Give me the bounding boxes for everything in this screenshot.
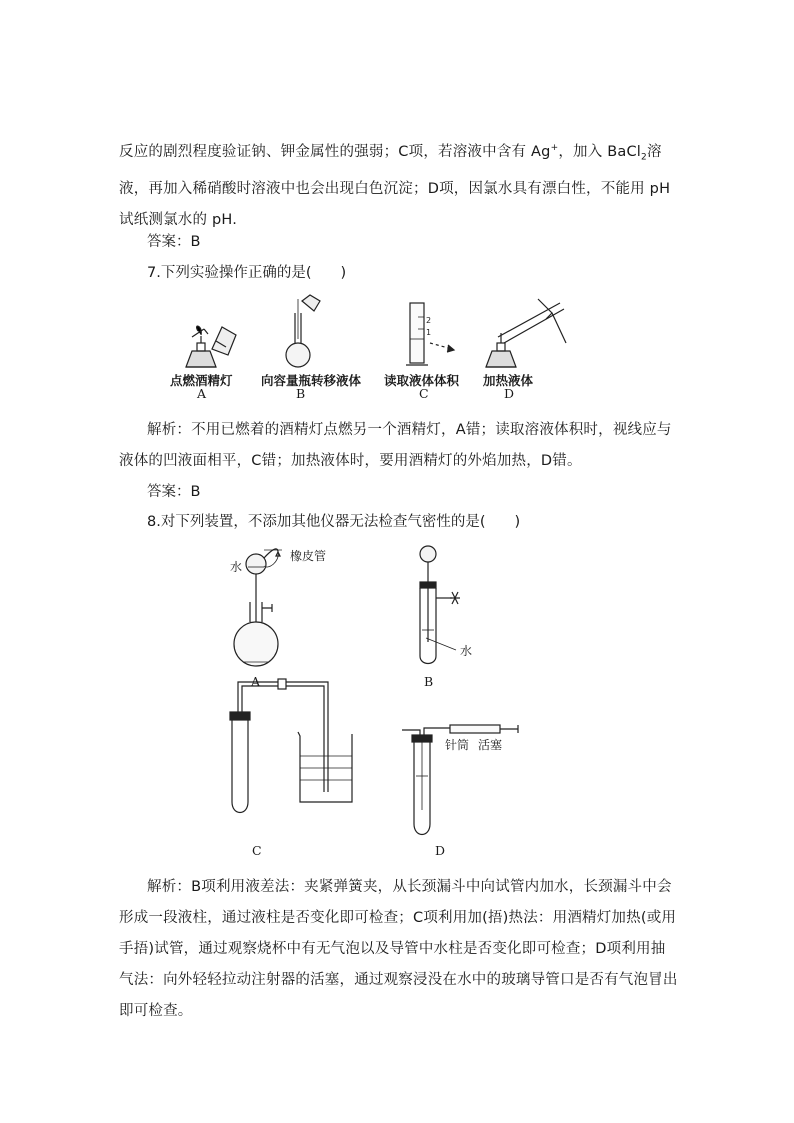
q7-explanation: 解析：不用已燃着的酒精灯点燃另一个酒精灯，A错；读取溶液体积时，视线应与液体的凹液面相平，C错；加热液体时，要用酒精灯的外焰加热，D错。 bbox=[119, 422, 672, 469]
label-d-plunger: 活塞 bbox=[478, 738, 503, 752]
q8-explanation: 解析：B项利用液差法：夹紧弹簧夹，从长颈漏斗中向试管内加水，长颈漏斗中会形成一段液柱，通过液柱是否变化即可检查；C项利用加(捂)热法：用酒精灯加热(或用手捂)试管，通过观察烧杯中有无气泡以及导管中水柱是否变化即可检查；D项利用抽气法：向外轻轻拉动注射器的活塞，通过观察浸没在水中的玻璃导管口是否有气泡冒出即可检查。 bbox=[119, 879, 678, 1019]
q8-letter-b: B bbox=[424, 674, 434, 689]
q7-caption-b: 向容量瓶转移液体 bbox=[261, 373, 362, 388]
q6-answer: 答案：B bbox=[147, 234, 201, 250]
q7-caption-c: 读取液体体积 bbox=[384, 373, 460, 388]
q7-letter-d: D bbox=[504, 386, 515, 401]
apparatus-b bbox=[420, 546, 460, 664]
q8-letter-a: A bbox=[251, 674, 261, 689]
q8-stem: 8.对下列装置，不添加其他仪器无法检查气密性的是( ) bbox=[147, 514, 521, 530]
q8-figures bbox=[220, 542, 520, 842]
label-a-water: 水 bbox=[230, 560, 243, 574]
q8-figure-svg bbox=[220, 542, 520, 842]
alcohol-lamp-icon bbox=[186, 326, 216, 367]
q7-figure-svg bbox=[168, 293, 568, 373]
apparatus-c bbox=[230, 679, 352, 813]
q8-letter-d: D bbox=[435, 843, 446, 858]
q6-explanation: 反应的剧烈程度验证钠、钾金属性的强弱；C项，若溶液中含有 Ag+，加入 BaCl$_2$溶液，再加入稀硝酸时溶液中也会出现白色沉淀；D项，因氯水具有漂白性，不能用 pH 试纸测氯水的 pH. bbox=[119, 143, 671, 228]
label-b-water: 水 bbox=[460, 644, 473, 658]
q7-caption-d: 加热液体 bbox=[483, 373, 534, 388]
cylinder-mark-2: 2 bbox=[426, 316, 432, 325]
alcohol-lamp-tilted-icon bbox=[212, 327, 236, 355]
q7-answer: 答案：B bbox=[147, 484, 201, 500]
label-d-syringe: 针筒 bbox=[445, 738, 470, 752]
q7-caption-a: 点燃酒精灯 bbox=[170, 373, 233, 388]
q8-letter-c: C bbox=[252, 843, 262, 858]
q7-letter-c: C bbox=[419, 386, 429, 401]
q7-letter-a: A bbox=[197, 386, 207, 401]
q7-letter-b: B bbox=[296, 386, 306, 401]
label-a-rubber-tube: 橡皮管 bbox=[290, 549, 327, 563]
q7-figures bbox=[168, 293, 568, 373]
cylinder-mark-1: 1 bbox=[426, 328, 432, 337]
volumetric-flask-icon bbox=[286, 295, 320, 367]
q7-stem: 7.下列实验操作正确的是( ) bbox=[147, 265, 347, 281]
heating-test-tube-icon bbox=[486, 299, 566, 367]
